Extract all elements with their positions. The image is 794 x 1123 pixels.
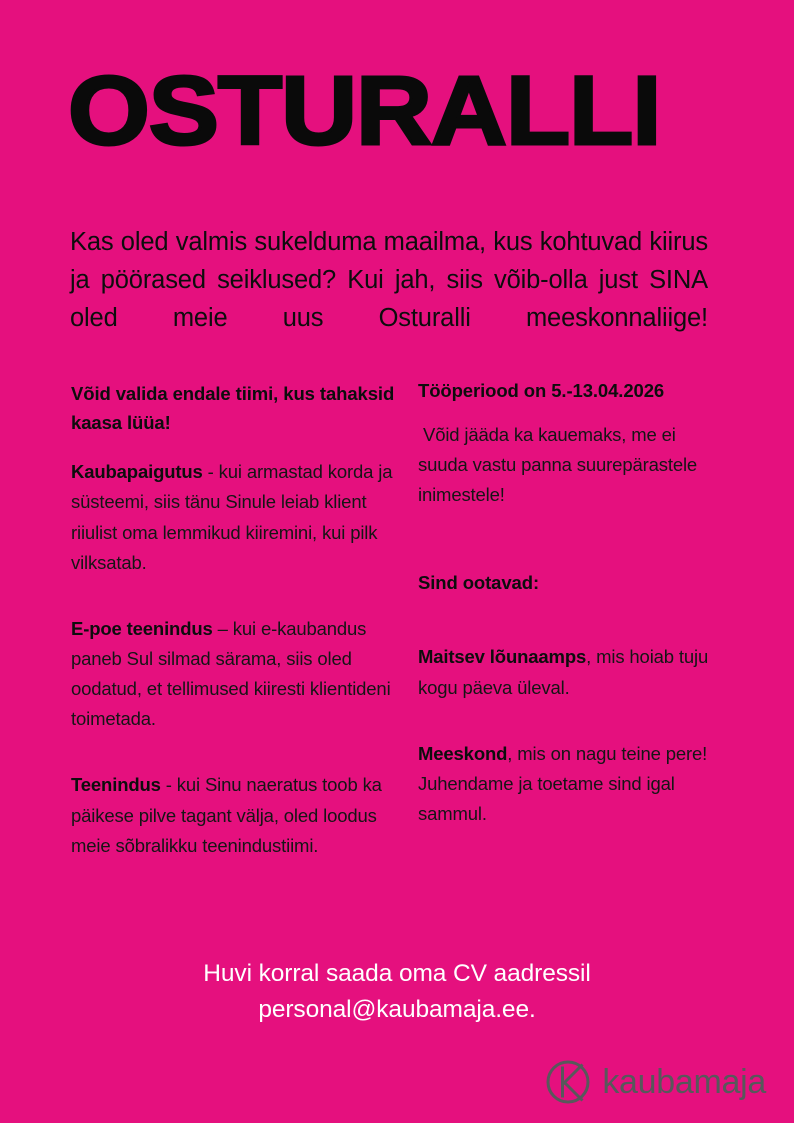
right-column [418, 380, 718, 829]
job-role-description: - kui armastad korda ja süsteemi, siis tänu Sinule leiab klient riiulist oma lemmikud kiiremini, kui pilk vilksatab. [71, 461, 393, 573]
spacer [418, 703, 718, 739]
intro-paragraph: Kas oled valmis sukelduma maailma, kus kohtuvad kiirus ja pöörased seiklused? Kui jah, siis võib-olla just SINA oled meie uus Osturalli meeskonnaliige! [70, 227, 708, 332]
footer-email[interactable]: personal@kaubamaja.ee. [258, 996, 536, 1024]
benefit-term: Maitsev lõunaamps [418, 646, 587, 668]
logo-wordmark: kaubamaja [602, 1063, 766, 1101]
benefit-description: , mis hoiab tuju kogu päeva üleval. [418, 646, 709, 698]
benefit-term: Meeskond [418, 742, 508, 764]
benefit-team [418, 739, 718, 829]
job-role-term: Teenindus [71, 774, 161, 796]
footer-contact [0, 956, 794, 1029]
job-role-term: E-poe teenindus [71, 617, 213, 639]
spacer [71, 578, 396, 614]
spacer [71, 734, 396, 770]
footer-line-1: Huvi korral saada oma CV aadressil [203, 960, 591, 987]
job-role-teenindus [71, 770, 396, 860]
kaubamaja-logo [545, 1059, 766, 1105]
job-role-kaubapaigutus [71, 457, 396, 578]
job-role-term: Kaubapaigutus [71, 461, 203, 483]
content-columns [0, 380, 794, 920]
benefit-lunch [418, 642, 718, 702]
spacer [418, 612, 718, 642]
benefits-heading: Sind ootavad: [418, 572, 540, 594]
page-title: OSTURALLI [68, 56, 661, 165]
left-column-lead: Võid valida endale tiimi, kus tahaksid kaasa lüüa! [71, 383, 395, 433]
spacer [418, 510, 718, 572]
job-role-e-poe-teenindus [71, 614, 396, 735]
work-period-heading: Tööperiood on 5.-13.04.2026 [418, 380, 665, 401]
job-role-description: – kui e-kaubandus paneb Sul silmad särama, siis oled oodatud, et tellimused kiiresti klientideni toimetada. [71, 617, 391, 730]
circled-k-icon [545, 1059, 591, 1105]
work-period-note: Võid jääda ka kauemaks, me ei suuda vastu panna suurepärastele inimestele! [418, 424, 698, 506]
benefit-description: , mis on nagu teine pere! Juhendame ja toetame sind igal sammul. [418, 742, 708, 824]
left-column [71, 380, 396, 861]
job-role-description: - kui Sinu naeratus toob ka päikese pilve tagant välja, oled loodus meie sõbralikku teenindustiimi. [71, 774, 382, 856]
